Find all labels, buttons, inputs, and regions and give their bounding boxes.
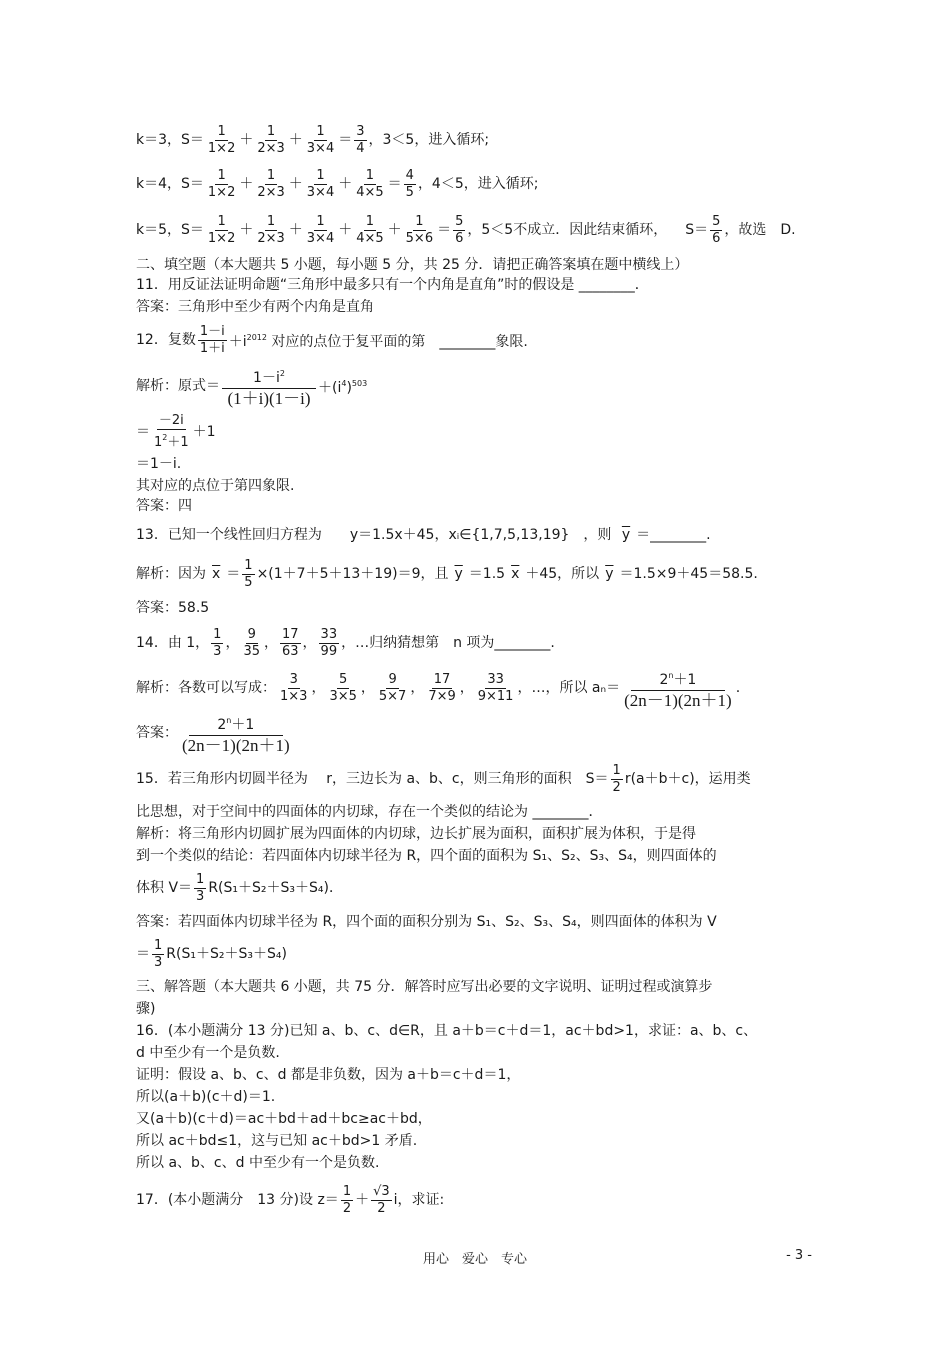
solution-12-step1: 解析：原式＝ $\frac{1-i^2}{(1+i)(1-i)}$ $+(i^4)^{503}$ — [136, 364, 826, 408]
solution-15-line1: 解析：将三角形内切圆扩展为四面体的内切球，边长扩展为面积，面积扩展为体积，于是得 — [136, 826, 696, 842]
proof-16-line1: 证明：假设 a、b、c、d 都是非负数，因为 a＋b＝c＋d＝1， — [136, 1067, 521, 1083]
section-heading-fill-in: 二、填空题（本大题共 5 小题，每小题 5 分，共 25 分．请把正确答案填在题中横线上） — [136, 257, 689, 273]
question-11: 11．用反证法证明命题“三角形中最多只有一个内角是直角”时的假设是 ________． — [136, 277, 649, 293]
question-15-cont: 比思想，对于空间中的四面体的内切球，存在一个类似的结论为 ________． — [136, 804, 603, 820]
solution-15-line2: 到一个类似的结论：若四面体内切球半径为 R，四个面的面积为 S₁、S₂、S₃、S₄，则四面体的 — [136, 848, 717, 864]
answer-15-line1: 答案：若四面体内切球半径为 R，四个面的面积分别为 S₁、S₂、S₃、S₄，则四面体的体积为 V — [136, 914, 717, 930]
question-15: 15．若三角形内切圆半径为 r，三边长为 a、b、c，则三角形的面积 S＝ $\frac{1}{2}$ r(a＋b＋c)，运用类 — [136, 762, 751, 795]
solution-14: 解析：各数可以写成： $\frac{3}{1\times 3}$ ， $\frac{5}{3\times 5}$ ， $\frac{9}{5\times 7}$ ， $\frac{17}{7\times 9}$ ， $\frac{33}{9\times 11}$ ，…，所以 aₙ＝ $\frac{2^n+1}{(2n-1)(2n+1)}$ . — [136, 666, 826, 710]
solution-15-line3: 体积 V＝ $\frac{1}{3}$ R(S₁＋S₂＋S₃＋S₄)． — [136, 871, 343, 904]
section-heading-solve-cont: 骤) — [136, 1001, 156, 1017]
solution-line-k4: k＝4，S＝ $\frac{1}{1\times 2}$ ＋ $\frac{1}{2\times 3}$ ＋ $\frac{1}{3\times 4}$ ＋ $\frac{1}{4\times 5}$ ＝ $\frac{4}{5}$ ，4＜5，进入循环; — [136, 167, 539, 200]
proof-16-line3: 又(a＋b)(c＋d)＝ac＋bd＋ad＋bc≥ac＋bd， — [136, 1111, 432, 1127]
solution-12-step4: 其对应的点位于第四象限. — [136, 478, 295, 494]
page-footer — [0, 1248, 950, 1268]
proof-16-line2: 所以(a＋b)(c＋d)＝1. — [136, 1089, 276, 1105]
answer-12: 答案：四 — [136, 498, 192, 514]
solution-line-k5: k＝5，S＝ $\frac{1}{1\times 2}$ ＋ $\frac{1}{2\times 3}$ ＋ $\frac{1}{3\times 4}$ ＋ $\frac{1}{4\times 5}$ ＋ $\frac{1}{5\times 6}$ ＝ $\frac{5}{6}$ ，5＜5不成立．因此结束循环， S＝ $\frac{5}{6}$ ，故选 D. — [136, 213, 796, 246]
answer-15-line2: ＝ $\frac{1}{3}$ R(S₁＋S₂＋S₃＋S₄) — [136, 937, 287, 970]
section-heading-solve: 三、解答题（本大题共 6 小题，共 75 分．解答时应写出必要的文字说明、证明过程或演算步 — [136, 979, 713, 995]
question-12: 12．复数 $\frac{1-i}{1+i}$ $+i^{2012}$ 对应的点位于复平面的第 ________象限. — [136, 323, 528, 356]
footer-slogan: 用心 爱心 专心 — [422, 1252, 527, 1267]
question-17: 17．(本小题满分 13 分)设 z＝ $\frac{1}{2}$ ＋ $\frac{√3}{2}$ i，求证: — [136, 1183, 445, 1216]
solution-12-step3: ＝1－i. — [136, 456, 182, 472]
proof-16-line4: 所以 ac＋bd≤1，这与已知 ac＋bd>1 矛盾. — [136, 1133, 418, 1149]
solution-line-k3: k＝3，S＝ $\frac{1}{1\times 2}$ ＋ $\frac{1}{2\times 3}$ ＋ $\frac{1}{3\times 4}$ ＝ $\frac{3}{4}$ ，3＜5，进入循环; — [136, 123, 490, 156]
answer-14: 答案： $\frac{2^n+1}{(2n-1)(2n+1)}$ — [136, 711, 826, 755]
answer-13: 答案：58.5 — [136, 600, 210, 616]
question-14: 14．由 1， $\frac{1}{3}$ ， $\frac{9}{35}$ ， $\frac{17}{63}$ ， $\frac{33}{99}$ ，…归纳猜想第 n 项为________. — [136, 626, 555, 659]
page-number: - 3 - — [786, 1248, 812, 1263]
answer-11: 答案：三角形中至少有两个内角是直角 — [136, 299, 374, 315]
proof-16-line5: 所以 a、b、c、d 中至少有一个是负数. — [136, 1155, 380, 1171]
question-16: 16．(本小题满分 13 分)已知 a、b、c、d∈R，且 a＋b＝c＋d＝1，ac＋bd>1，求证：a、b、c、 — [136, 1023, 758, 1039]
question-16-cont: d 中至少有一个是负数. — [136, 1045, 280, 1061]
solution-13: 解析：因为 $\overline{x}$ ＝ $\frac{1}{5}$ ×(1＋7＋5＋13＋19)＝9，且 $\overline{y}$ ＝1.5 $\overline{x}$ ＋45，所以 $\overline{y}$ ＝1.5×9＋45＝58.5. — [136, 557, 758, 590]
question-13: 13．已知一个线性回归方程为 y＝1.5x＋45，xᵢ∈{1,7,5,13,19} ，则 $\overline{y}$ ＝________. — [136, 527, 711, 543]
solution-12-step2: ＝ $\frac{-2i}{1^2+1}$ ＋1 — [136, 413, 216, 450]
